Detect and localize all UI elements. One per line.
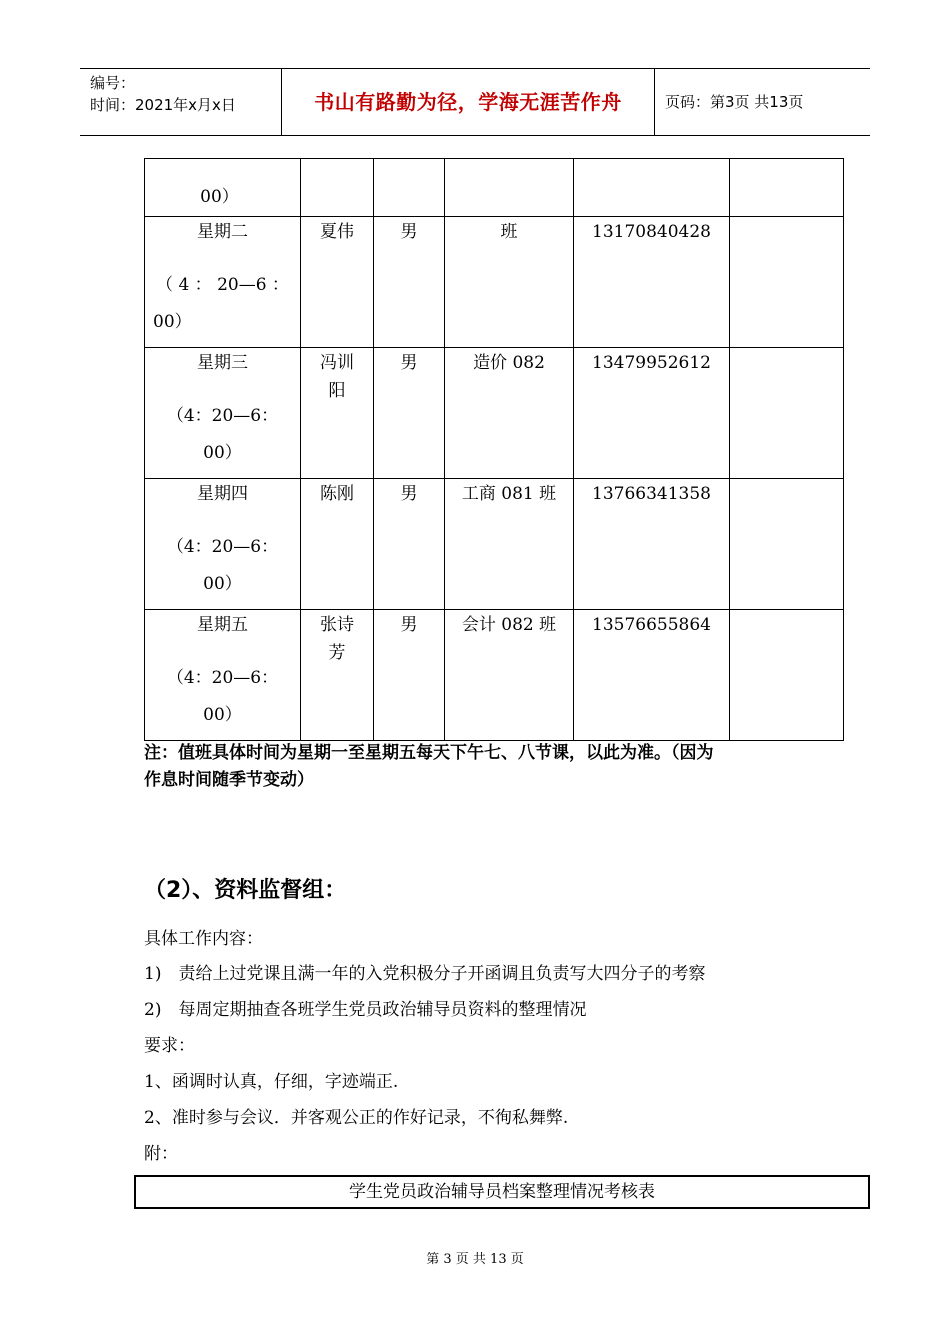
time-range: （4：20—6：	[166, 668, 279, 688]
name-label-cont: 芳	[328, 643, 346, 663]
name-label-cont: 阳	[328, 381, 346, 401]
section-title: （2）、资料监督组：	[144, 878, 347, 903]
table-cell-time: 00）	[145, 159, 301, 217]
time-range: （4：20—6：	[166, 537, 279, 557]
class-label: 造价 082	[473, 353, 545, 373]
phone-label: 13766341358	[592, 484, 711, 504]
day-label: 星期三	[197, 353, 248, 373]
table-cell-phone	[574, 610, 730, 741]
phone-label: 13170840428	[592, 222, 711, 242]
table-cell-day	[145, 479, 301, 610]
time-range-end: 00）	[203, 574, 242, 594]
table-cell-class	[445, 479, 574, 610]
table-cell-day	[145, 610, 301, 741]
class-label: 班	[500, 222, 518, 242]
table-cell-class	[445, 217, 574, 348]
table-cell-note	[730, 348, 844, 479]
table-cell-name	[301, 217, 374, 348]
header-motto: 书山有路勤为径，学海无涯苦作舟	[282, 69, 655, 135]
table-cell	[374, 159, 445, 217]
page-header	[80, 68, 870, 136]
sex-label: 男	[400, 353, 418, 373]
name-label: 陈刚	[320, 484, 354, 504]
name-label: 夏伟	[320, 222, 354, 242]
schedule-note	[144, 740, 844, 794]
sex-label: 男	[400, 615, 418, 635]
table-row	[145, 610, 844, 741]
table-cell	[730, 159, 844, 217]
table-cell-sex	[374, 479, 445, 610]
table-row	[145, 479, 844, 610]
class-label: 工商 081 班	[461, 484, 557, 504]
note-line: 作息时间随季节变动）	[144, 770, 314, 790]
work-item-2: 2) 每周定期抽查各班学生党员政治辅导员资料的整理情况	[144, 1000, 587, 1020]
duty-schedule-table	[144, 158, 844, 741]
day-label: 星期五	[197, 615, 248, 635]
header-time: 时间：2021年x月x日	[90, 96, 236, 114]
attachment-label: 附：	[144, 1144, 178, 1164]
time-range-end: 00）	[153, 312, 192, 332]
appendix-table-title: 学生党员政治辅导员档案整理情况考核表	[134, 1175, 870, 1209]
requirements-label: 要求：	[144, 1036, 195, 1056]
table-cell-phone	[574, 479, 730, 610]
table-cell	[574, 159, 730, 217]
name-label: 冯训	[320, 353, 354, 373]
name-label: 张诗	[320, 615, 354, 635]
table-cell-day	[145, 348, 301, 479]
table-cell-day	[145, 217, 301, 348]
time-range: （4：20—6：	[166, 406, 279, 426]
table-row	[145, 159, 844, 217]
table-row	[145, 217, 844, 348]
table-cell-phone	[574, 348, 730, 479]
sex-label: 男	[400, 484, 418, 504]
page-footer: 第 3 页 共 13 页	[426, 1252, 524, 1267]
phone-label: 13479952612	[592, 353, 711, 373]
table-cell	[301, 159, 374, 217]
requirement-2: 2、准时参与会议．并客观公正的作好记录，不徇私舞弊.	[144, 1108, 569, 1128]
table-cell-name	[301, 479, 374, 610]
table-cell-sex	[374, 610, 445, 741]
header-page-info: 页码：第3页 共13页	[665, 93, 804, 111]
phone-label: 13576655864	[592, 615, 711, 635]
table-cell-class	[445, 348, 574, 479]
work-content-label: 具体工作内容：	[144, 929, 263, 949]
time-range: （ 4 ： 20—6 ：	[156, 275, 289, 295]
table-cell-note	[730, 217, 844, 348]
header-number: 编号：	[90, 74, 136, 92]
table-cell-note	[730, 479, 844, 610]
table-cell-class	[445, 610, 574, 741]
time-range-end: 00）	[203, 705, 242, 725]
header-meta	[80, 69, 282, 135]
table-cell	[445, 159, 574, 217]
table-cell-name	[301, 610, 374, 741]
sex-label: 男	[400, 222, 418, 242]
class-label: 会计 082 班	[461, 615, 557, 635]
day-label: 星期四	[197, 484, 248, 504]
table-cell-sex	[374, 217, 445, 348]
table-row	[145, 348, 844, 479]
requirement-1: 1、函调时认真，仔细，字迹端正.	[144, 1072, 399, 1092]
table-cell-note	[730, 610, 844, 741]
work-item-1: 1) 责给上过党课且满一年的入党积极分子开函调且负责写大四分子的考察	[144, 964, 706, 984]
table-cell-name	[301, 348, 374, 479]
note-line: 注：值班具体时间为星期一至星期五每天下午七、八节课，以此为准。（因为	[144, 743, 714, 763]
table-cell-phone	[574, 217, 730, 348]
time-range-end: 00）	[203, 443, 242, 463]
table-cell-sex	[374, 348, 445, 479]
day-label: 星期二	[197, 222, 248, 242]
